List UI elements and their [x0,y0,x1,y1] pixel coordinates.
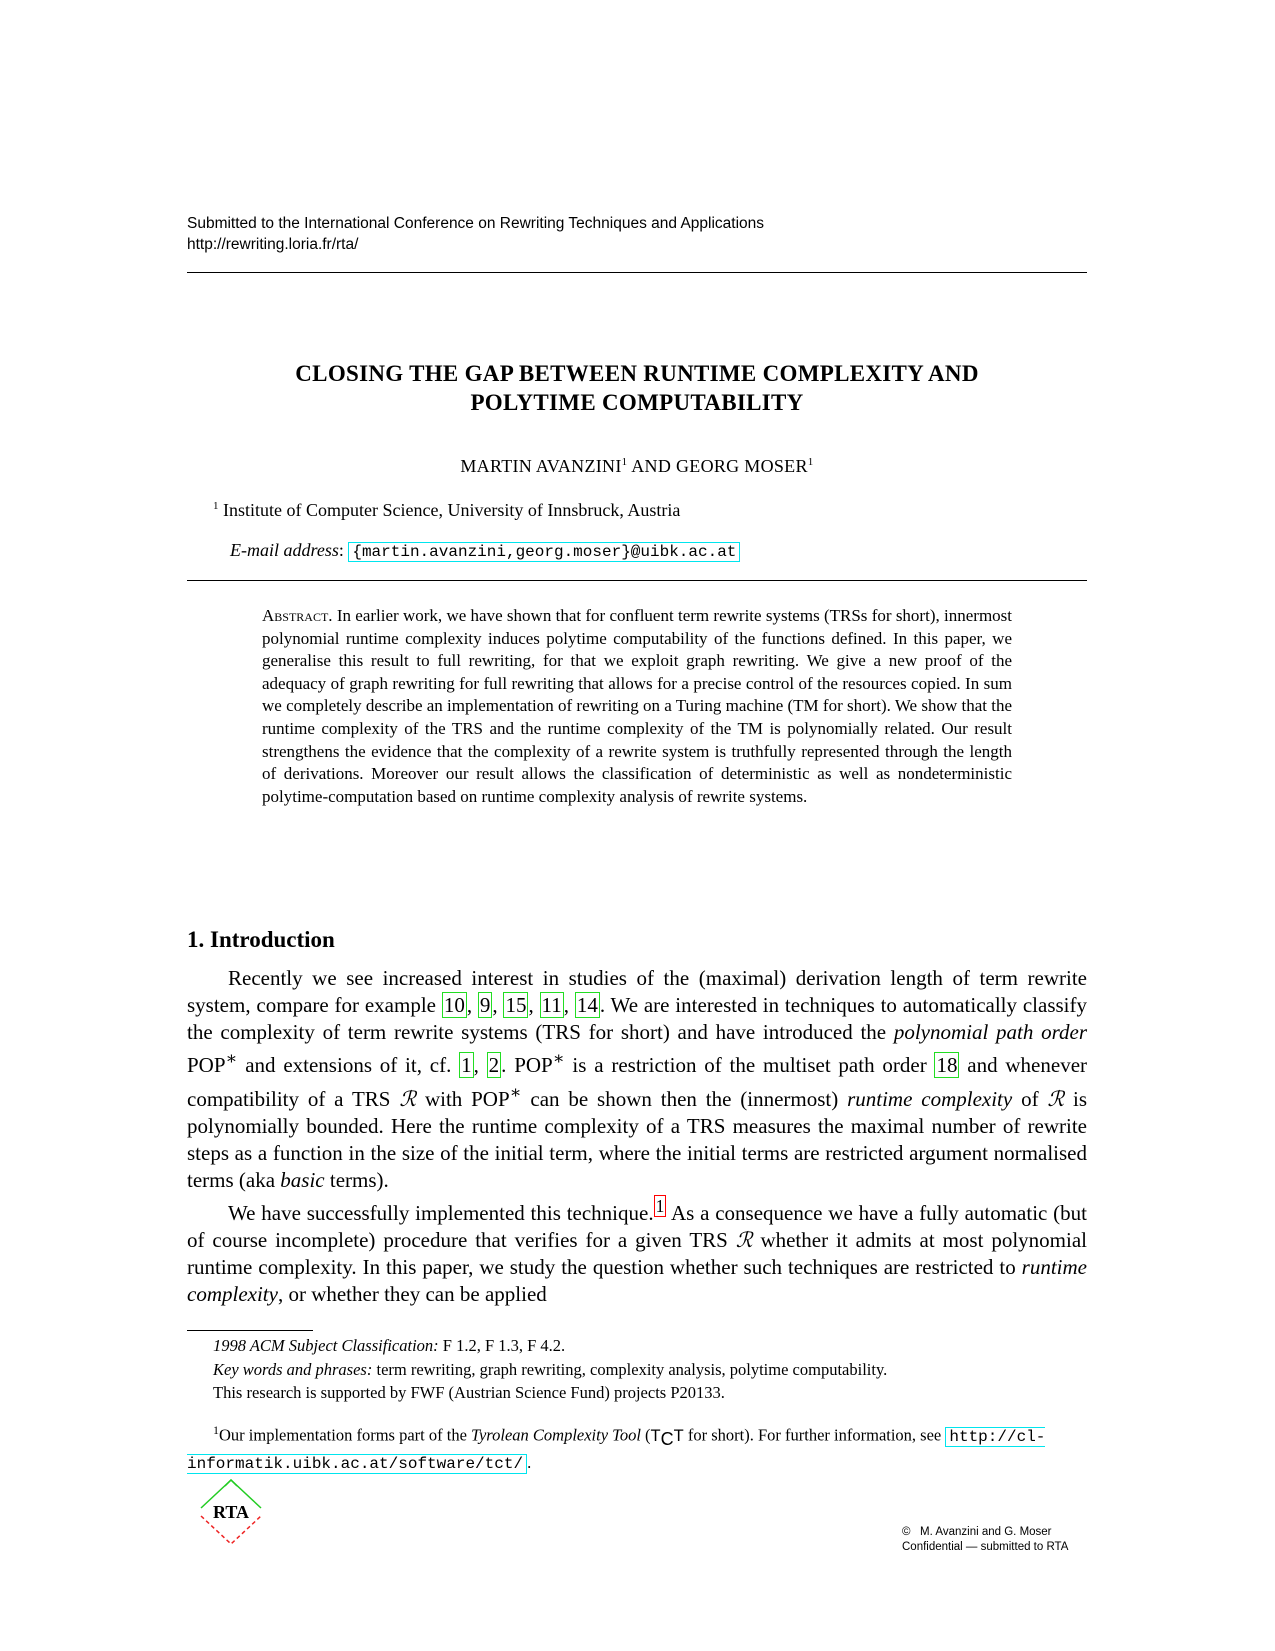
email-colon: : [338,540,344,560]
emphasis: runtime complexity [187,1254,1087,1306]
conference-url[interactable]: http://rewriting.loria.fr/rta/ [187,236,359,253]
citation-link[interactable]: 14 [576,992,598,1017]
text-run: ( [640,1425,651,1445]
text-run: of [1012,1087,1048,1112]
author-list [187,456,1087,477]
footnote-1 [187,1418,1087,1477]
tct-url-link[interactable]: http://cl-informatik.uibk.ac.at/software/tct/ [187,1427,1046,1473]
text-run: whether it admits at most polynomial runtime complexity. In this paper, we study the question whether such techniques are restricted to [187,1228,1087,1279]
author-2-affil-mark: 1 [807,456,814,468]
email-link[interactable]: {martin.avanzini,georg.moser}@uibk.ac.at [348,542,740,562]
running-header [187,213,764,255]
body-text [187,965,1087,1308]
superscript-star: ∗ [552,1048,565,1069]
citation-link[interactable]: 18 [936,1053,958,1078]
emphasis: Tyrolean Complexity Tool [471,1425,641,1445]
author-1-affil-mark: 1 [621,456,628,468]
emphasis: basic [280,1167,325,1192]
paper-title [187,359,1087,417]
keywords-label: Key words and phrases: [213,1359,373,1379]
email-label: E-mail address [230,540,339,560]
affiliation [213,500,680,521]
abstract-text: In earlier work, we have shown that for confluent term rewrite systems (TRSs for short), innermost polynomial runtime complexity induces polytime computability of the functions defined. In this paper, we generalise this result to full rewriting, for that we exploit graph rewriting. We give a new proof of the adequacy of graph rewriting for full rewriting that allows for a precise control of the resources copied. In sum we completely describe an implementation of rewriting on a Turing machine (TM for short). We show that the runtime complexity of the TRS and the runtime complexity of the TM is polynomially related. Our result strengthens the evidence that the complexity of a rewrite system is truthfully represented through the length of derivations. Moreover our result allows the classification of deterministic as well as nondeterministic polytime-computation based on runtime complexity analysis of rewrite systems. [262,606,1013,806]
acm-text: F 1.2, F 1.3, F 4.2. [438,1336,566,1355]
math-symbol-R: ℛ [399,1087,417,1112]
footnote-1-mark: 1 [213,1423,219,1437]
title-line-2: POLYTIME COMPUTABILITY [470,390,804,415]
funding-note: This research is supported by FWF (Austrian Science Fund) projects P20133. [213,1383,725,1403]
tct-letter: C [660,1428,674,1449]
text-run: . We are interested in techniques to automatically classify the complexity of term rewrite systems (TRS for short) and have introduced the [187,992,1087,1044]
author-conjunction: AND [627,456,676,476]
citation-link[interactable]: 10 [443,992,465,1017]
citation-link[interactable]: 2 [488,1053,500,1078]
text-run: and extensions of it, cf. [237,1053,460,1078]
math-symbol-R: ℛ [1047,1087,1065,1112]
abstract-label: Abstract. [262,606,333,625]
section-number: 1. [187,927,205,952]
acm-classification [187,1334,1087,1358]
keywords-text: term rewriting, graph rewriting, complexity analysis, polytime computability. [372,1359,888,1379]
acm-label: 1998 ACM Subject Classification: [213,1336,439,1355]
text-run: and whenever compatibility of a TRS [187,1053,1088,1112]
affiliation-text: Institute of Computer Science, University of Innsbruck, Austria [223,500,681,520]
copyright-line: © M. Avanzini and G. Moser [902,1526,1052,1538]
text-run: , or whether they can be applied [277,1281,547,1306]
citation-link[interactable]: 9 [479,992,491,1017]
rta-logo [195,1478,267,1546]
emphasis: polynomial path order [893,1019,1087,1044]
affiliation-mark: 1 [213,500,219,512]
tct-letter: T [650,1426,661,1445]
author-2: GEORG MOSER [675,456,808,476]
text-run: POP [187,1053,226,1078]
paragraph-1: Recently we see increased interest in studies of the (maximal) derivation length of term rewrite system, compare for example 10, 9, 15, 11, 14. We are interested in techniques to automatically classify the complexity of term rewrite systems (TRS for short) and have introduced the polynomial path order POP∗ and extensions of it, cf. 1, 2. POP∗ is a restriction of the multiset path order 18 and whenever compatibility of a TRS ℛ with POP∗ can be shown then the (innermost) runtime complexity of ℛ is polynomially bounded. Here the runtime complexity of a TRS measures the maximal number of rewrite steps as a function in the size of the initial term, where the initial terms are restricted argument normalised terms (aka basic terms). [187,966,1088,1192]
text-run: . [527,1452,532,1472]
author-1: MARTIN AVANZINI [460,456,622,476]
confidential-line: Confidential — submitted to RTA [902,1541,1069,1553]
tct-logotype [650,1426,684,1449]
front-matter-footnotes [187,1334,1087,1405]
title-line-1: CLOSING THE GAP BETWEEN RUNTIME COMPLEXITY AND [295,361,979,386]
email-line [230,540,740,561]
text-run: is a restriction of the multiset path order [564,1053,935,1078]
copyright-block [902,1525,1068,1555]
emphasis: runtime complexity [847,1087,1013,1112]
math-symbol-R: ℛ [735,1228,753,1253]
text-run: We have successfully implemented this technique. [228,1201,654,1226]
text-run: is polynomially bounded. Here the runtime complexity of a TRS measures the maximal number of rewrite steps as a function in the size of the initial term, where the initial terms are restricted argument normalised terms (aka [187,1087,1088,1192]
keywords [187,1358,1087,1382]
text-run: Recently we see increased interest in studies of the (maximal) derivation length of term rewrite system, compare for example [187,966,1087,1017]
text-run: Our implementation forms part of the [219,1425,472,1445]
conference-line: Submitted to the International Conference on Rewriting Techniques and Applications [187,215,765,232]
superscript-star: ∗ [509,1082,522,1103]
text-run: with POP [416,1087,510,1112]
section-title: Introduction [210,927,335,952]
section-heading [187,927,335,953]
superscript-star: ∗ [225,1048,238,1069]
citation-link[interactable]: 1 [461,1053,472,1078]
tct-letter: T [673,1426,684,1445]
paragraph-2 [187,1193,1087,1307]
footnote-rule [187,1330,313,1331]
text-run: As a consequence we have a fully automatic (but of course incomplete) procedure that verifies for a given TRS [187,1201,1087,1253]
text-run: for short). For further information, see [683,1425,946,1445]
title-rule [187,580,1087,581]
text-run: . POP [501,1053,553,1078]
header-rule [187,272,1087,273]
text-run: terms). [324,1167,389,1192]
citation-link[interactable]: 15 [505,992,527,1017]
logo-text: RTA [212,1502,250,1522]
text-run: can be shown then the (innermost) [521,1087,848,1112]
footnote-link[interactable]: 1 [655,1196,665,1217]
abstract [262,605,1012,808]
citation-link[interactable]: 11 [541,992,562,1017]
